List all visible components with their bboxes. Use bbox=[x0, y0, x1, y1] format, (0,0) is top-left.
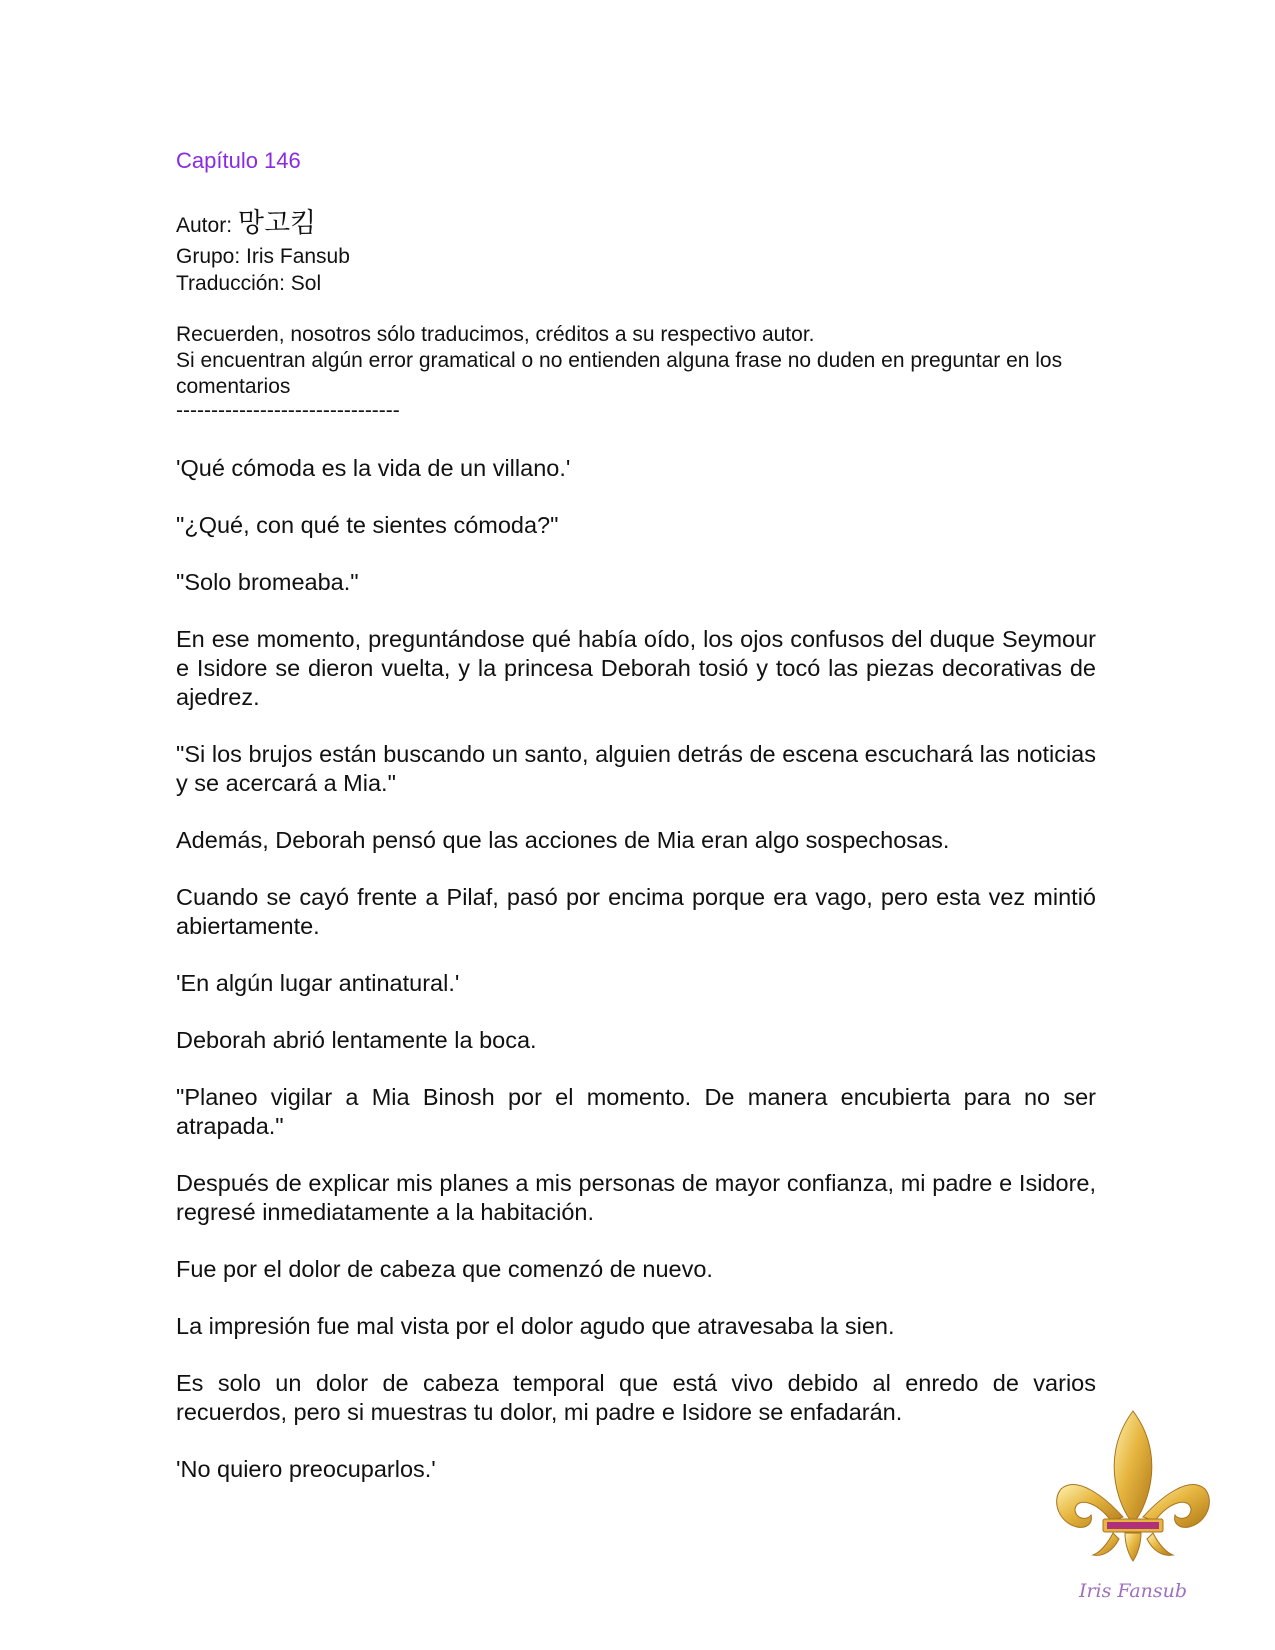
paragraph: Fue por el dolor de cabeza que comenzó de nuevo. bbox=[176, 1256, 713, 1283]
paragraph: "Si los brujos están buscando un santo, alguien detrás de escena escuchará las noticias y se acercará a Mia." bbox=[176, 741, 1096, 797]
paragraph: "Planeo vigilar a Mia Binosh por el momento. De manera encubierta para no ser atrapada." bbox=[176, 1084, 1096, 1140]
notice-line-2: Si encuentran algún error gramatical o no entienden alguna frase no duden en preguntar en los comentarios bbox=[176, 349, 1063, 399]
author-name: 망고킴 bbox=[237, 208, 317, 239]
paragraph: Es solo un dolor de cabeza temporal que está vivo debido al enredo de varios recuerdos, pero si muestras tu dolor, mi padre e Isidore se enfadarán. bbox=[176, 1370, 1096, 1426]
document-page bbox=[176, 140, 1096, 1512]
paragraph: Cuando se cayó frente a Pilaf, pasó por encima porque era vago, pero esta vez mintió abiertamente. bbox=[176, 884, 1096, 940]
author-label: Autor: bbox=[176, 214, 233, 238]
paragraph: Deborah abrió lentamente la boca. bbox=[176, 1027, 537, 1054]
paragraph: Después de explicar mis planes a mis personas de mayor confianza, mi padre e Isidore, regresé inmediatamente a la habitación. bbox=[176, 1170, 1096, 1226]
paragraph: 'Qué cómoda es la vida de un villano.' bbox=[176, 455, 571, 482]
author-line bbox=[176, 206, 1096, 243]
notice-line-1: Recuerden, nosotros sólo traducimos, créditos a su respectivo autor. bbox=[176, 323, 815, 347]
paragraph: Además, Deborah pensó que las acciones de Mia eran algo sospechosas. bbox=[176, 827, 950, 854]
chapter-body bbox=[176, 454, 1096, 1484]
paragraph: 'No quiero preocuparlos.' bbox=[176, 1456, 436, 1483]
paragraph: "¿Qué, con qué te sientes cómoda?" bbox=[176, 512, 559, 539]
translation-line: Traducción: Sol bbox=[176, 272, 322, 296]
divider: -------------------------------- bbox=[176, 399, 400, 423]
logo-signature: Iris Fansub bbox=[1078, 1580, 1188, 1602]
paragraph: 'En algún lugar antinatural.' bbox=[176, 970, 460, 997]
iris-fansub-logo bbox=[1053, 1405, 1213, 1620]
translator-notice bbox=[176, 322, 1096, 422]
group-line: Grupo: Iris Fansub bbox=[176, 245, 350, 269]
paragraph: La impresión fue mal vista por el dolor agudo que atravesaba la sien. bbox=[176, 1313, 895, 1340]
paragraph: "Solo bromeaba." bbox=[176, 569, 359, 596]
paragraph: En ese momento, preguntándose qué había oído, los ojos confusos del duque Seymour e Isidore se dieron vuelta, y la princesa Deborah tosió y tocó las piezas decorativas de ajedrez. bbox=[176, 626, 1096, 711]
chapter-title: Capítulo 146 bbox=[176, 148, 301, 173]
